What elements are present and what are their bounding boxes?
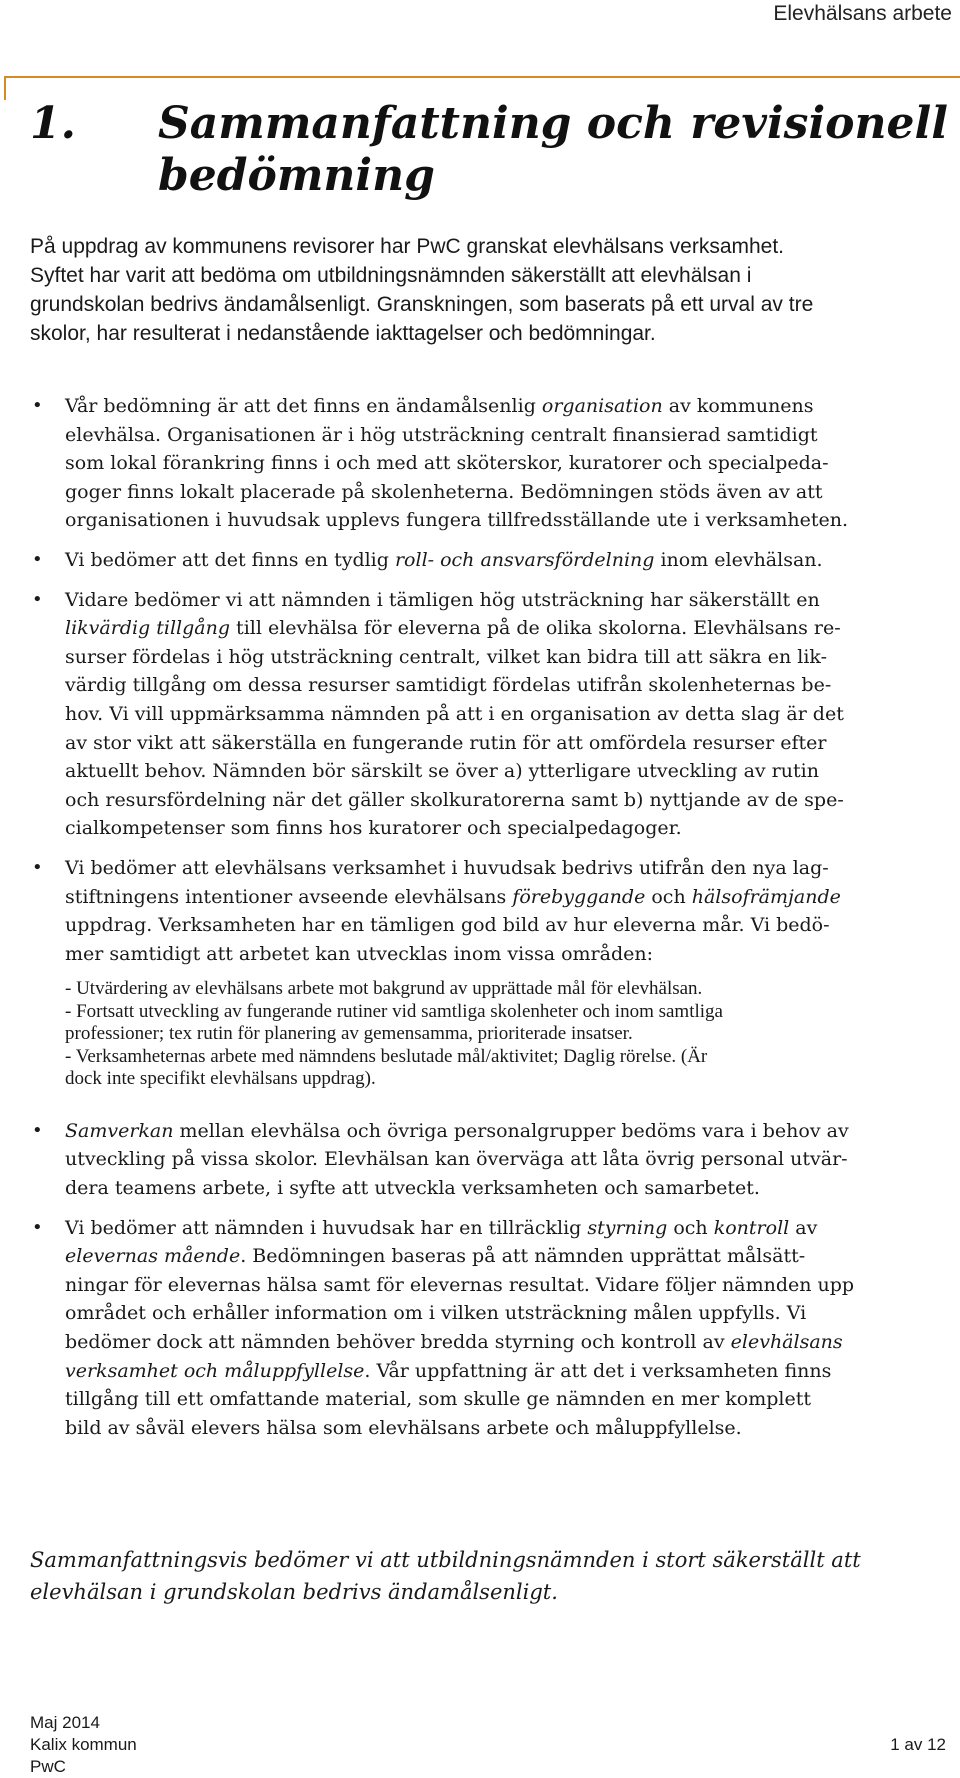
footer-company: PwC xyxy=(30,1757,66,1776)
text: mellan elevhälsa och övriga personalgrupper bedöms vara i behov av xyxy=(173,1119,849,1142)
emphasis: styrning xyxy=(587,1216,668,1239)
emphasis: verksamhet och måluppfyllelse xyxy=(65,1359,365,1382)
header-rule xyxy=(4,76,960,78)
emphasis: elevhälsans xyxy=(730,1330,843,1353)
emphasis: organisation xyxy=(541,395,663,417)
text-line: tillgång till ett omfattande material, som skulle ge nämnden en mer komplett xyxy=(65,1388,811,1411)
text-line: mer samtidigt att arbetet kan utvecklas inom vissa områden: xyxy=(65,942,653,965)
text: till elevhälsa för eleverna på de olika skolorna. Elevhälsans re- xyxy=(230,617,841,640)
text-line: aktuellt behov. Nämnden bör särskilt se över a) ytterligare utveckling av rutin xyxy=(65,760,819,783)
text-line: ningar för elevernas hälsa samt för elevernas resultat. Vidare följer nämnden upp xyxy=(65,1273,855,1296)
development-areas xyxy=(65,978,960,1091)
bullet-dot-icon: • xyxy=(32,548,43,570)
emphasis: hälsofrämjande xyxy=(691,885,841,908)
development-area-item: - Utvärdering av elevhälsans arbete mot bakgrund av upprättade mål för elevhälsan. xyxy=(65,978,703,1000)
development-area-item: - Fortsatt utveckling av fungerande rutiner vid samtliga skolenheter och inom samtliga xyxy=(65,1000,723,1022)
text-line: värdig tillgång om dessa resurser samtidigt fördelas utifrån skolenheternas be- xyxy=(65,674,832,697)
text: inom elevhälsan. xyxy=(654,548,823,571)
emphasis: roll- och ansvarsfördelning xyxy=(394,548,655,571)
emphasis: Samverkan xyxy=(65,1119,174,1142)
text-line: elevhälsa. Organisationen är i hög utsträckning centralt finansierad samtidigt xyxy=(65,423,818,446)
text-line: hov. Vi vill uppmärksamma nämnden på att i en organisation av detta slag är det xyxy=(65,702,844,725)
text-line: cialkompetenser som finns hos kuratorer och specialpedagoger. xyxy=(65,817,682,840)
bullet-organisation xyxy=(30,392,960,535)
bullet-dot-icon: • xyxy=(32,588,43,610)
text-line: dera teamens arbete, i syfte att utveckla verksamheten och samarbetet. xyxy=(65,1176,760,1199)
text: stiftningens intentioner avseende elevhälsans xyxy=(65,885,513,908)
intro-line: Syftet har varit att bedöma om utbildningsnämnden säkerställt att elevhälsan i xyxy=(30,264,752,287)
text-line: av stor vikt att säkerställa en fungerande rutin för att omfördela resurser efter xyxy=(65,731,827,754)
running-header: Elevhälsans arbete xyxy=(773,2,952,25)
text: bedömer dock att nämnden behöver bredda styrning och kontroll av xyxy=(65,1330,731,1353)
text: Vi bedömer att det finns en tydlig xyxy=(65,548,395,571)
text-line: Vidare bedömer vi att nämnden i tämligen hög utsträckning har säkerställt en xyxy=(65,588,820,611)
footer-info xyxy=(30,1712,137,1778)
text-line: Vi bedömer att elevhälsans verksamhet i huvudsak bedrivs utifrån den nya lag- xyxy=(65,856,829,879)
text: Vi bedömer att nämnden i huvudsak har en tillräcklig xyxy=(65,1216,588,1239)
footer-organization: Kalix kommun xyxy=(30,1735,137,1754)
text: av xyxy=(789,1216,818,1239)
footer-date: Maj 2014 xyxy=(30,1713,100,1732)
bullet-roles xyxy=(30,546,960,575)
development-area-item: professioner; tex rutin för planering av gemensamma, prioriterade insatser. xyxy=(65,1023,633,1045)
section-heading xyxy=(30,98,950,202)
section-number: 1. xyxy=(30,98,76,149)
text: av kommunens xyxy=(662,395,814,417)
assessment-list xyxy=(30,392,960,1442)
text-line: området och erhåller information om i vilken utsträckning målen uppfylls. Vi xyxy=(65,1302,807,1325)
text-line: bild av såväl elevers hälsa som elevhälsans arbete och måluppfyllelse. xyxy=(65,1416,742,1439)
text-line: och resursfördelning när det gäller skolkuratorerna samt b) nyttjande av de spe- xyxy=(65,788,844,811)
text: . Bedömningen baseras på att nämnden upprättat målsätt- xyxy=(240,1245,806,1268)
text-line: uppdrag. Verksamheten har en tämligen god bild av hur eleverna mår. Vi bedö- xyxy=(65,914,830,937)
text: Vår bedömning är att det finns en ändamålsenlig xyxy=(65,395,542,417)
bullet-dot-icon: • xyxy=(32,1119,43,1141)
bullet-cooperation xyxy=(30,1117,960,1203)
intro-line: skolor, har resulterat i nedanstående iakttagelser och bedömningar. xyxy=(30,322,656,345)
page-number: 1 av 12 xyxy=(890,1735,946,1754)
text-line: som lokal förankring finns i och med att sköterskor, kuratorer och specialpeda- xyxy=(65,452,829,475)
intro-paragraph xyxy=(30,232,950,348)
summary-line: elevhälsan i grundskolan bedrivs ändamålsenligt. xyxy=(30,1580,558,1604)
text-line: goger finns lokalt placerade på skolenheterna. Bedömningen stöds även av att xyxy=(65,480,823,503)
section-title-line1: Sammanfattning och revisionell xyxy=(158,98,948,149)
intro-line: På uppdrag av kommunens revisorer har PwC granskat elevhälsans verksamhet. xyxy=(30,235,785,258)
text: och xyxy=(645,885,692,908)
text-line: organisationen i huvudsak upplevs fungera tillfredsställande ute i verksamheten. xyxy=(65,509,849,532)
bullet-equal-access xyxy=(30,586,960,843)
emphasis: elevernas mående xyxy=(65,1245,241,1268)
text: . Vår uppfattning är att det i verksamheten finns xyxy=(364,1359,832,1382)
development-area-item: dock inte specifikt elevhälsans uppdrag). xyxy=(65,1068,376,1090)
emphasis: likvärdig tillgång xyxy=(65,617,231,640)
bullet-dot-icon: • xyxy=(32,1216,43,1238)
header-rule-tick xyxy=(4,76,6,100)
text: och xyxy=(667,1216,714,1239)
summary-conclusion xyxy=(30,1544,950,1608)
bullet-prevention xyxy=(30,854,960,1091)
development-area-item: - Verksamheternas arbete med nämndens beslutade mål/aktivitet; Daglig rörelse. (Är xyxy=(65,1045,708,1067)
section-title-line2: bedömning xyxy=(158,150,435,201)
emphasis: kontroll xyxy=(713,1216,790,1239)
intro-line: grundskolan bedrivs ändamålsenligt. Granskningen, som baserats på ett urval av tre xyxy=(30,293,814,316)
text-line: utveckling på vissa skolor. Elevhälsan kan överväga att låta övrig personal utvär- xyxy=(65,1148,848,1171)
text-line: surser fördelas i hög utsträckning centralt, vilket kan bidra till att säkra en lik- xyxy=(65,645,828,668)
bullet-dot-icon: • xyxy=(32,856,43,878)
bullet-governance xyxy=(30,1214,960,1443)
bullet-dot-icon: • xyxy=(32,395,43,416)
summary-line: Sammanfattningsvis bedömer vi att utbildningsnämnden i stort säkerställt att xyxy=(30,1548,861,1572)
emphasis: förebyggande xyxy=(512,885,646,908)
